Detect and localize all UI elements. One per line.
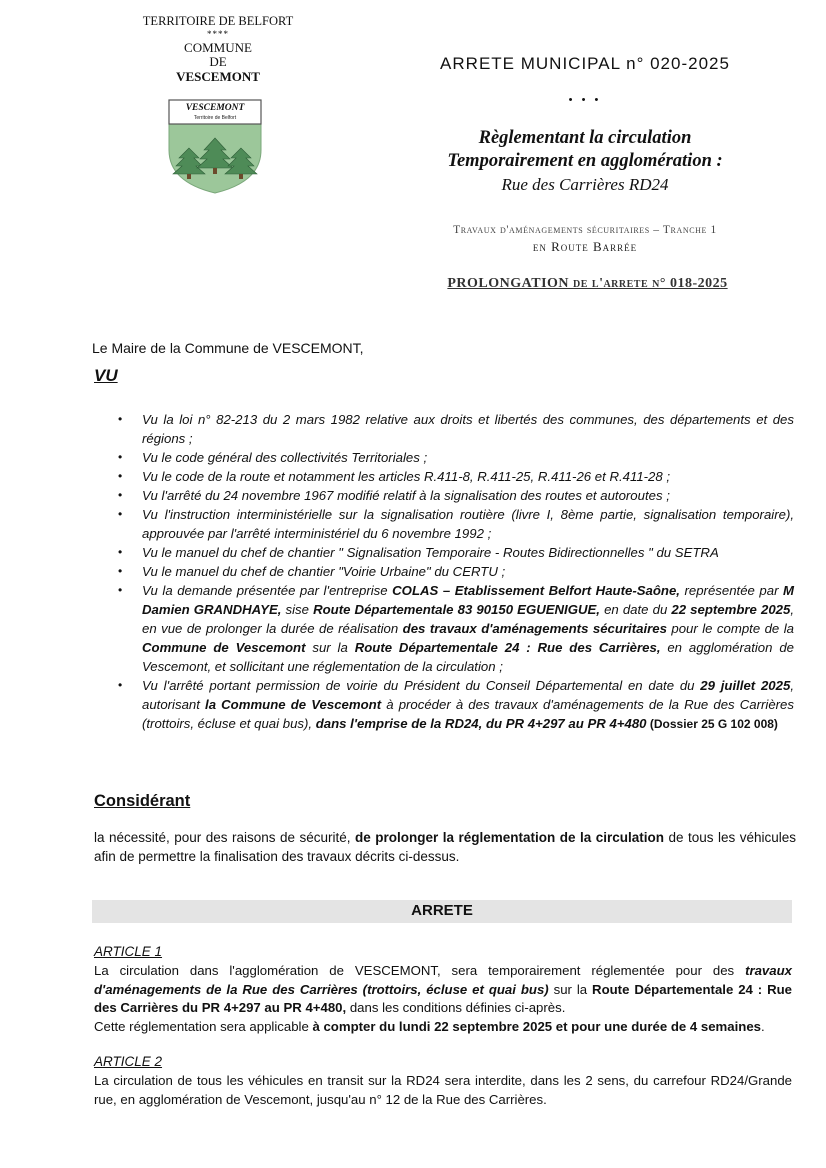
- subtitle-line-2: Temporairement en agglomération :: [447, 151, 723, 171]
- subtitle-line-3: Rue des Carrières RD24: [501, 175, 669, 194]
- list-item: • Vu le manuel du chef de chantier " Signalisation Temporaire - Routes Bidirectionnelles " du SETRA: [118, 543, 794, 562]
- commune-label: COMMUNE: [184, 40, 252, 55]
- list-item: • Vu la loi n° 82-213 du 2 mars 1982 relative aux droits et libertés des communes, des départements et des régions ;: [118, 410, 794, 448]
- decree-title: ARRETE MUNICIPAL n° 020-2025: [440, 54, 730, 73]
- vu-heading: VU: [94, 366, 118, 385]
- article-2-text: La circulation de tous les véhicules en transit sur la RD24 sera interdite, dans les 2 sens, du carrefour RD24/Grande rue, en agglomération de Vescemont, jusqu'au n° 12 de la Rue des Carrières.: [94, 1073, 792, 1107]
- commune-header: [120, 14, 316, 84]
- list-item: • Vu la demande présentée par l'entreprise COLAS – Etablissement Belfort Haute-Saône, représentée par M Damien GRANDHAYE, sise Route Départementale 83 90150 EGUENIGUE, en date du 22 septembre 2025, en vue de prolonger la durée de réalisation des travaux d'aménagements sécuritaires pour le compte de la Commune de Vescemont sur la Route Départementale 24 : Rue des Carrières, en agglomération de Vescemont, et sollicitant une réglementation de la circulation ;: [118, 581, 794, 676]
- territory-label: TERRITOIRE DE BELFORT: [142, 14, 294, 28]
- crest-name-text: VESCEMONT: [185, 103, 245, 113]
- article-1-text: La circulation dans l'agglomération de VESCEMONT, sera temporairement réglementée pour des travaux d'aménagements de la Rue des Carrières (trottoirs, écluse et quai bus) sur la Route Départementale 24 : Rue des Carrières du PR 4+297 au PR 4+480, dans les conditions définies ci-après. Cette réglementation sera applicable à compter du lundi 22 septembre 2025 et pour une durée de 4 semaines.: [94, 963, 793, 1034]
- route-barree-label: en Route Barrée: [532, 239, 638, 254]
- article-1-heading: ARTICLE 1: [94, 944, 163, 959]
- crest-trees-icon: [167, 98, 263, 194]
- article-2-heading: ARTICLE 2: [94, 1054, 163, 1069]
- commune-name: VESCEMONT: [176, 69, 260, 84]
- considerant-text: la nécessité, pour des raisons de sécurité, de prolonger la réglementation de la circulation de tous les véhicules afin de permettre la finalisation des travaux décrits ci-dessus.: [94, 830, 797, 864]
- list-item: • Vu le code de la route et notamment les articles R.411-8, R.411-25, R.411-26 et R.411-28 ;: [118, 467, 794, 486]
- list-item: • Vu l'arrêté portant permission de voirie du Président du Conseil Départemental en date du 29 juillet 2025, autorisant la Commune de Vescemont à procéder à des travaux d'aménagements de la Rue des Carrières (trottoirs, écluse et quai bus), dans l'emprise de la RD24, du PR 4+297 au PR 4+480 (Dossier 25 G 102 008): [118, 676, 794, 734]
- prolongation-label: PROLONGATION de l'arrete n° 018-2025: [447, 276, 728, 291]
- vu-list: [118, 410, 794, 734]
- list-item: • Vu l'arrêté du 24 novembre 1967 modifié relatif à la signalisation des routes et autoroutes ;: [118, 486, 794, 505]
- crest-sub-text: Territoire de Belfort: [193, 115, 237, 121]
- commune-de-label: DE: [209, 54, 227, 69]
- list-item: • Vu l'instruction interministérielle sur la signalisation routière (livre I, 8ème partie, signalisation temporaire), approuvée par l'arrêté interministériel du 6 novembre 1992 ;: [118, 505, 794, 543]
- arrete-heading: ARRETE: [411, 902, 473, 919]
- list-item: • Vu le manuel du chef de chantier "Voirie Urbaine" du CERTU ;: [118, 562, 794, 581]
- title-dots: • • •: [568, 94, 602, 106]
- mayor-line: Le Maire de la Commune de VESCEMONT,: [92, 340, 364, 356]
- list-item: • Vu le code général des collectivités Territoriales ;: [118, 448, 794, 467]
- subtitle-line-1: Règlementant la circulation: [478, 128, 692, 148]
- considerant-heading: Considérant: [94, 792, 191, 810]
- works-description: Travaux d'aménagements sécuritaires – Tranche 1: [453, 224, 717, 236]
- stars-divider: ****: [207, 29, 229, 39]
- crest-svg: [167, 98, 263, 194]
